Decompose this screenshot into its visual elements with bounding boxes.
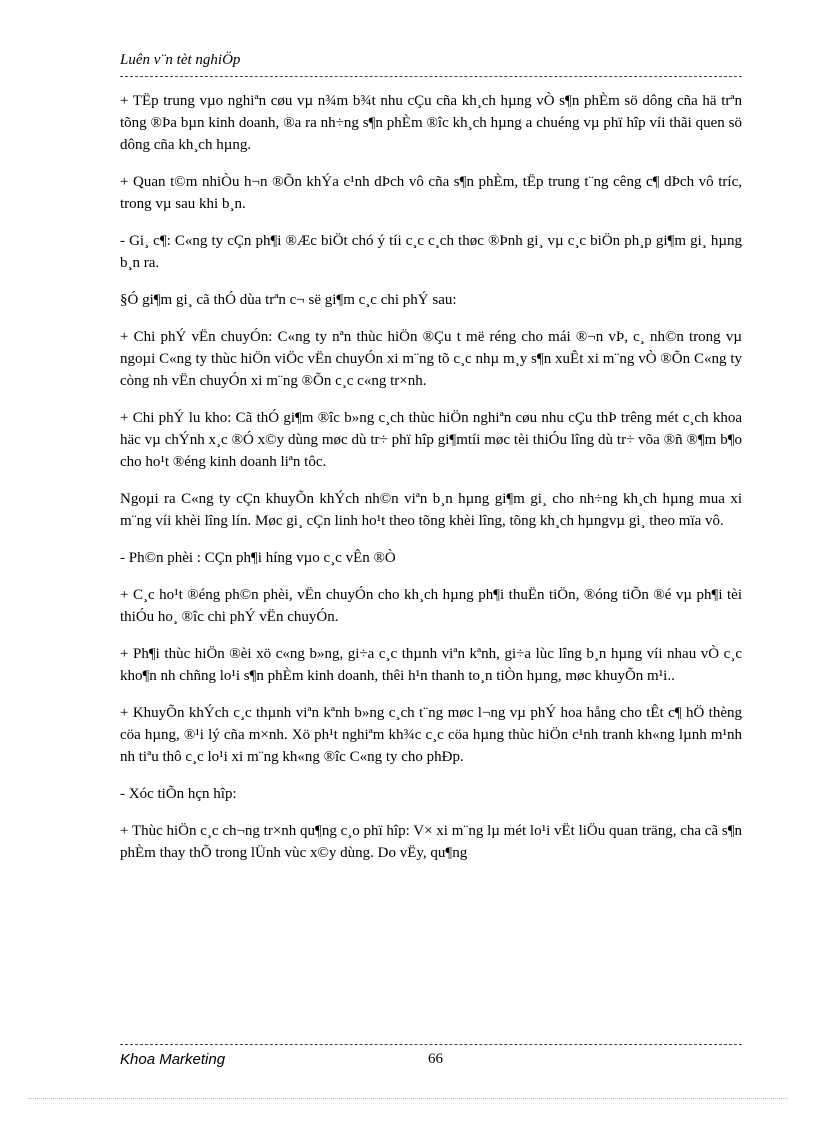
- paragraph: + Ph¶i thùc hiÖn ®èi xö c«ng b»ng, gi÷a c¸c thµnh viªn kªnh, gi÷a lùc lîng b¸n hµng víi nhau vÒ c¸c kho¶n nh chñng lo¹i s¶n phÈm kinh doanh, thêi h¹n thanh to¸n tiÒn hµng, møc khuyÕn m¹i..: [120, 646, 742, 684]
- paragraph: §Ó gi¶m gi¸ cã thÓ dùa trªn c¬ së gi¶m c¸c chi phÝ sau:: [120, 292, 457, 308]
- paragraph: + Quan t©m nhiÒu h¬n ®Õn khÝa c¹nh dÞch vô cña s¶n phÈm, tËp trung t¨ng cêng c¶ dÞch vô tríc, trong vµ sau khi b¸n.: [120, 174, 742, 212]
- paragraph: - Gi¸ c¶: C«ng ty cÇn ph¶i ®Æc biÖt chó ý tíi c¸c c¸ch thøc ®Þnh gi¸ vµ c¸c biÖn ph¸p gi¶m gi¸ hµng b¸n ra.: [120, 233, 742, 271]
- page-number: 66: [428, 1051, 443, 1067]
- paragraph: + TËp trung vµo nghiªn cøu vµ n¾m b¾t nhu cÇu cña kh¸ch hµng vÒ s¶n phÈm sö dông cña hä trªn tõng ®Þa bµn kinh doanh, ®a ra nh÷ng s¶n phÈm ®îc kh¸ch hµng a chuéng vµ phï hîp víi thãi quen sö dông cña kh¸ch hµng.: [120, 93, 742, 153]
- paragraph: + KhuyÕn khÝch c¸c thµnh viªn kªnh b»ng c¸ch t¨ng møc l¬ng vµ phÝ hoa hång cho tÊt c¶ hÖ thèng cöa hµng, ®¹i lý cña m×nh. Xö ph¹t nghiªm kh¾c c¸c cöa hµng thùc hiÖn c¹nh tranh kh«ng lµnh m¹nh nh tiªu thô c¸c lo¹i xi m¨ng kh«ng ®îc C«ng ty cho phÐp.: [120, 705, 742, 765]
- page-header: [120, 52, 742, 77]
- paragraph: + Thùc hiÖn c¸c ch¬ng tr×nh qu¶ng c¸o phï hîp: V× xi m¨ng lµ mét lo¹i vËt liÖu quan träng, cha cã s¶n phÈm thay thÕ trong lÜnh vùc x©y dùng. Do vËy, qu¶ng: [120, 823, 742, 861]
- paragraph: + Chi phÝ vËn chuyÓn: C«ng ty nªn thùc hiÖn ®Çu t më réng cho mái ®¬n vÞ, c¸ nh©n trong vµ ngoµi C«ng ty thùc hiÖn viÖc vËn chuyÓn xi m¨ng tõ c¸c nhµ m¸y s¶n xuÊt xi m¨ng vÒ ®Õn C«ng ty còng nh vËn chuyÓn xi m¨ng ®Õn c¸c c«ng tr×nh.: [120, 329, 742, 389]
- paragraph: - Ph©n phèi : CÇn ph¶i híng vµo c¸c vÊn ®Ò: [120, 550, 396, 566]
- page-edge-divider: [28, 1098, 788, 1099]
- paragraph: + C¸c ho¹t ®éng ph©n phèi, vËn chuyÓn cho kh¸ch hµng ph¶i thuËn tiÖn, ®óng tiÕn ®é vµ ph¶i tèi thiÓu ho¸ ®îc chi phÝ vËn chuyÓn.: [120, 587, 742, 625]
- header-title: Luên v¨n tèt nghiÖp: [120, 52, 241, 68]
- paragraph: Ngoµi ra C«ng ty cÇn khuyÕn khÝch nh©n viªn b¸n hµng gi¶m gi¸ cho nh÷ng kh¸ch hµng mua xi m¨ng víi khèi lîng lín. Møc gi¸ cÇn linh ho¹t theo tõng khèi lîng, tõng kh¸ch hµngvµ gi¸ theo mïa vô.: [120, 491, 742, 529]
- paragraph: + Chi phÝ lu kho: Cã thÓ gi¶m ®îc b»ng c¸ch thùc hiÖn nghiªn cøu nhu cÇu thÞ trêng mét c¸ch khoa häc vµ chÝnh x¸c ®Ó x©y dùng møc dù tr÷ phï hîp gi¶mtíi møc tèi thiÓu lîng dù tr÷ võa ®ñ ®¶m b¶o cho ho¹t ®éng kinh doanh liªn tôc.: [120, 410, 742, 470]
- page-footer: [120, 1044, 742, 1075]
- footer-department: Khoa Marketing: [120, 1051, 226, 1068]
- paragraph: - Xóc tiÕn hçn hîp:: [120, 786, 237, 802]
- page-body: [120, 90, 742, 879]
